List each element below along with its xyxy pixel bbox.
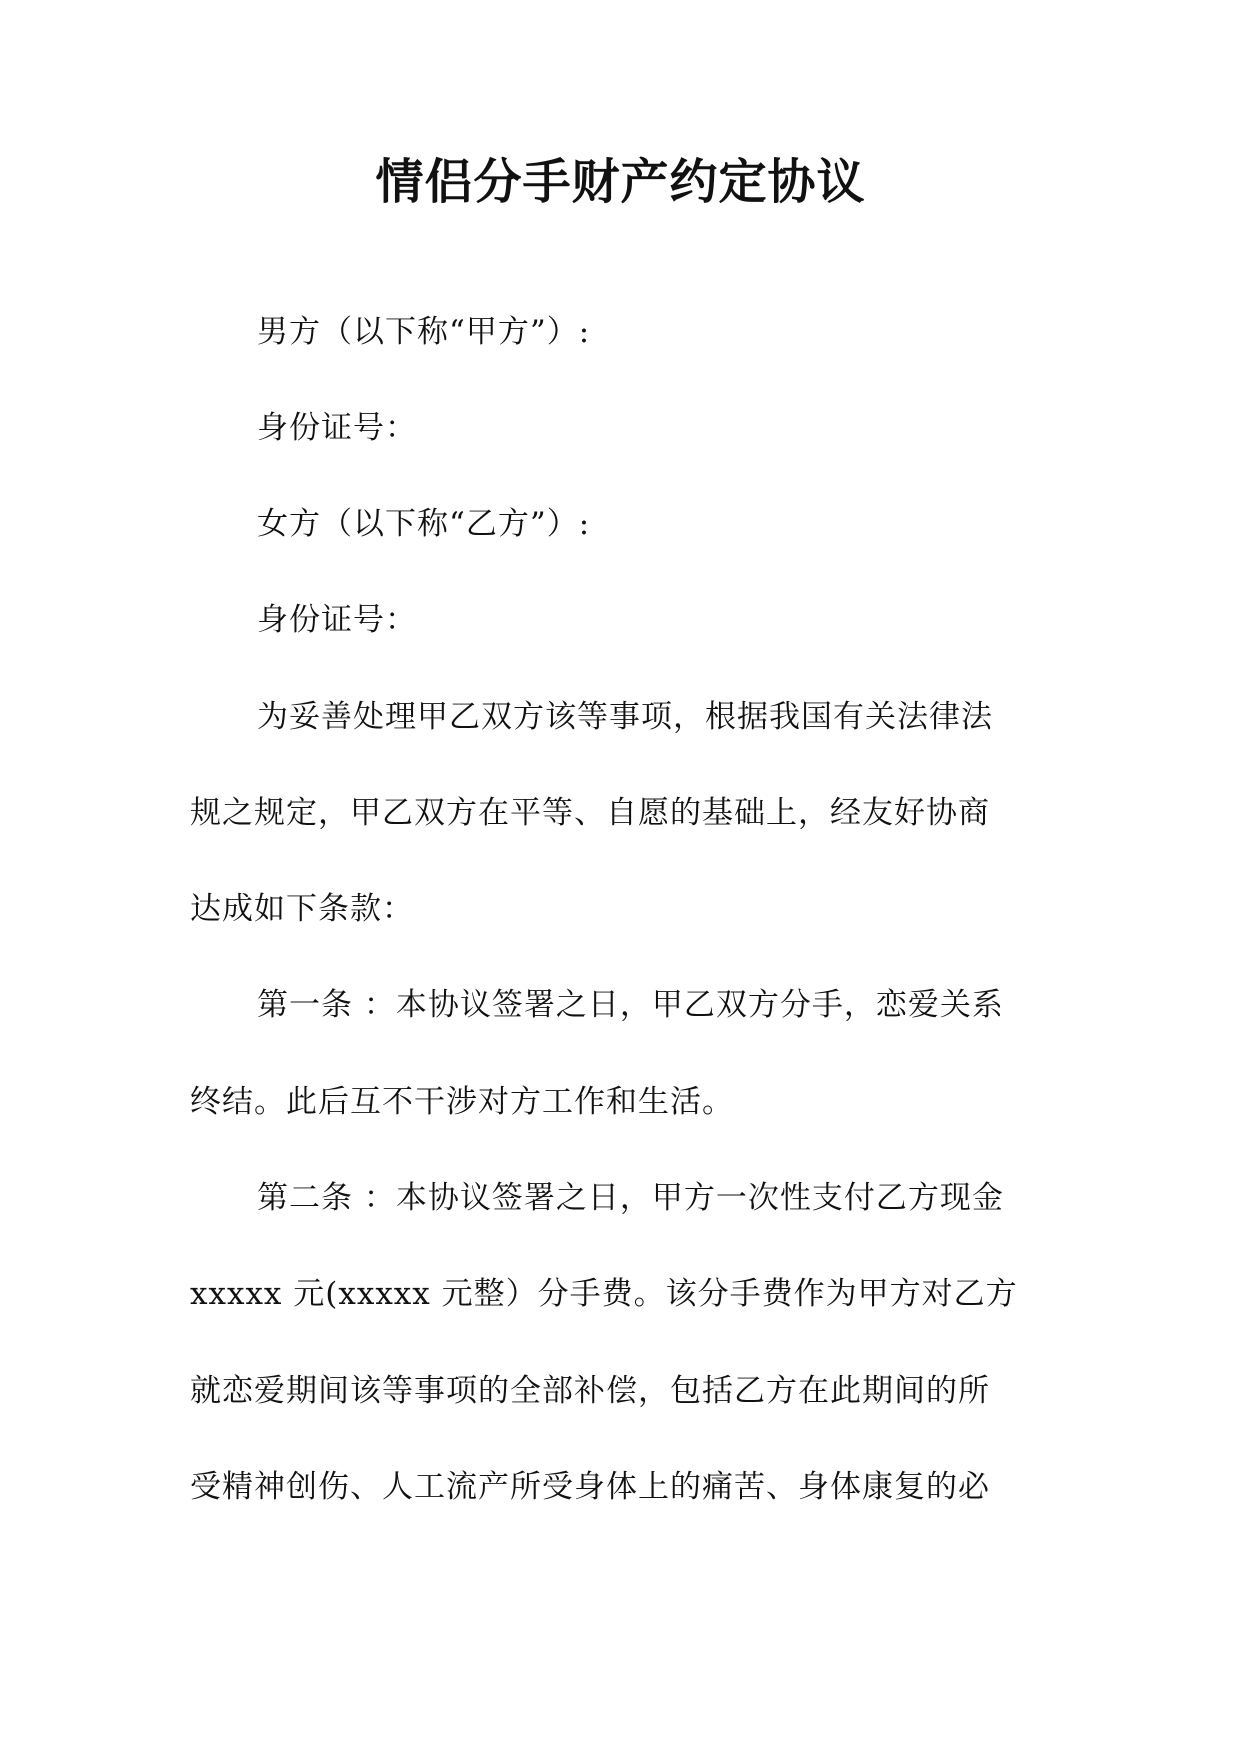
article-2-line-3: 就恋爱期间该等事项的全部补偿，包括乙方在此期间的所 (190, 1373, 990, 1409)
party-b-id-line: 身份证号： (257, 602, 417, 638)
article-1-line-2: 终结。此后互不干涉对方工作和生活。 (190, 1084, 734, 1120)
document-title: 情侣分手财产约定协议 (375, 154, 866, 210)
party-a-line: 男方（以下称“甲方”）: (257, 314, 591, 350)
party-b-line: 女方（以下称“乙方”）: (257, 506, 591, 542)
preamble-line-1: 为妥善处理甲乙双方该等事项，根据我国有关法律法 (257, 699, 993, 735)
article-2-line-1: 第二条 ：本协议签署之日，甲方一次性支付乙方现金 (257, 1180, 1004, 1216)
preamble-line-2: 规之规定，甲乙双方在平等、自愿的基础上，经友好协商 (190, 795, 990, 831)
article-2-line-4: 受精神创伤、人工流产所受身体上的痛苦、身体康复的必 (190, 1469, 990, 1505)
preamble-line-3: 达成如下条款： (190, 891, 414, 927)
article-2-line-2: xxxxx 元(xxxxx 元整）分手费。该分手费作为甲方对乙方 (190, 1276, 1018, 1312)
party-a-id-line: 身份证号： (257, 410, 417, 446)
article-1-line-1: 第一条 ：本协议签署之日，甲乙双方分手，恋爱关系 (257, 987, 1004, 1023)
